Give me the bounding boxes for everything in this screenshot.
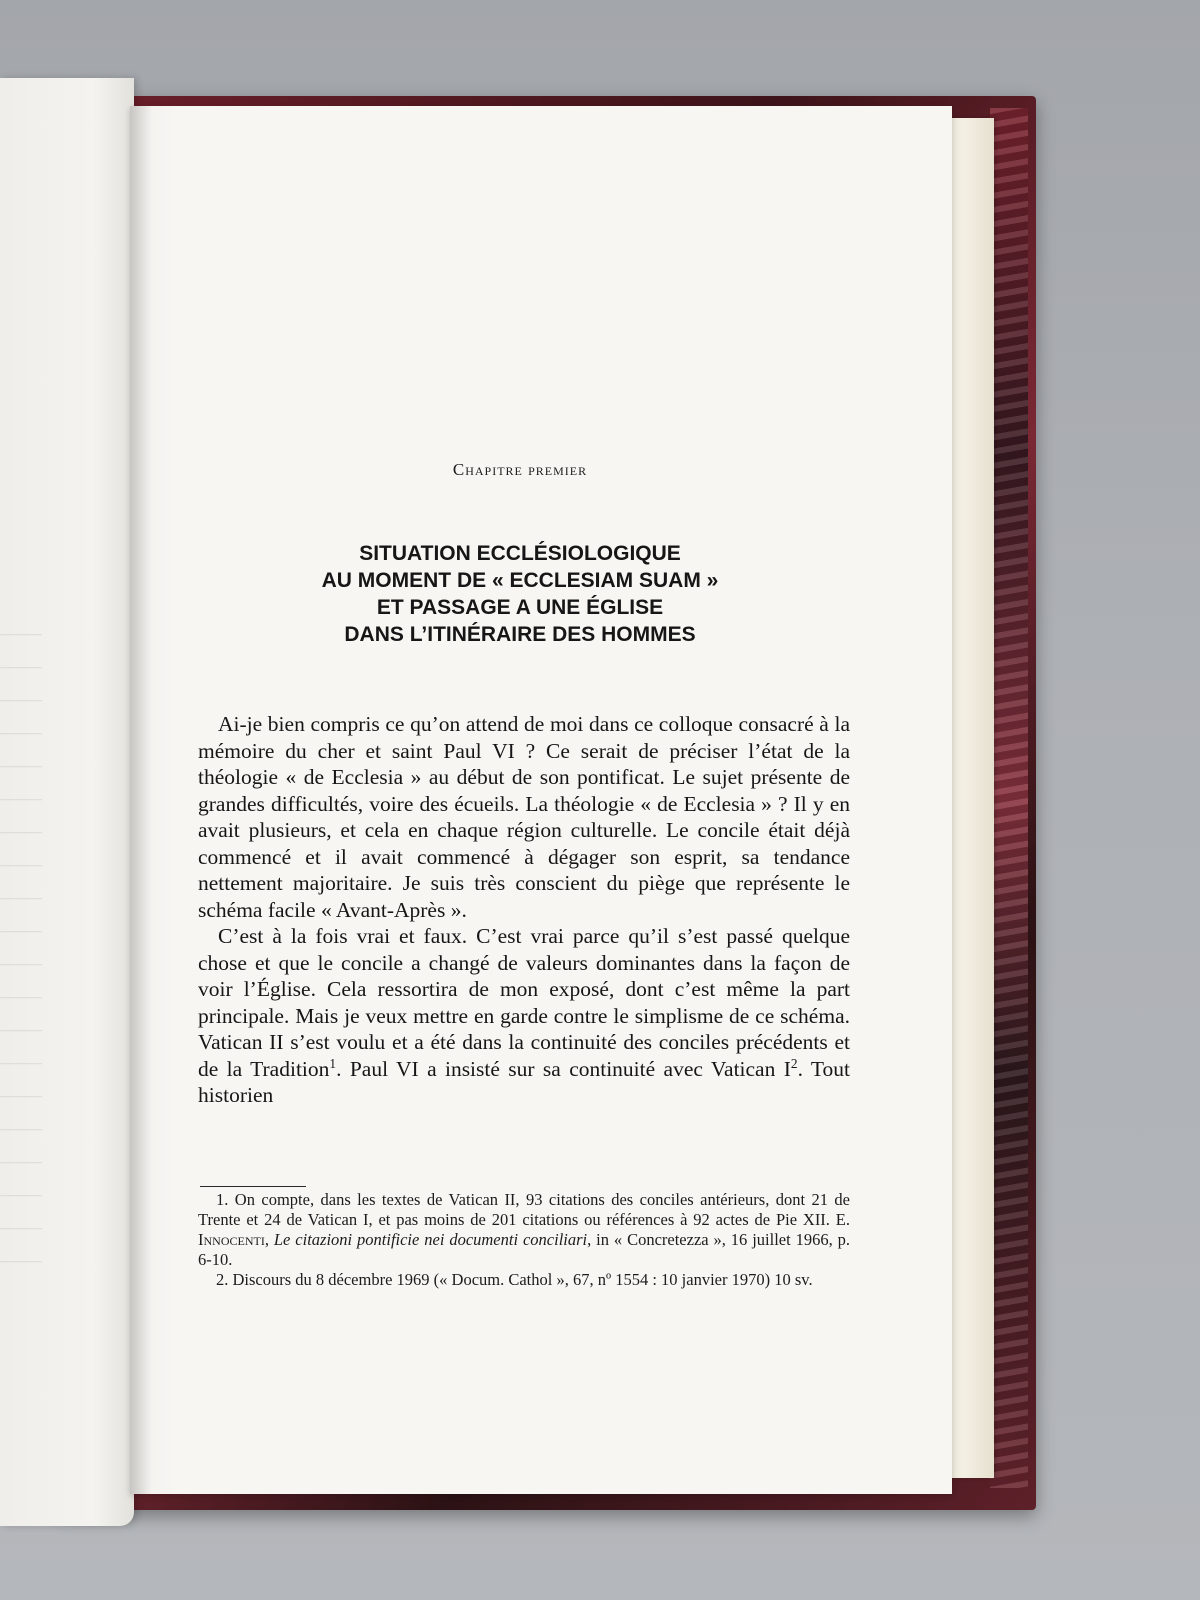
body-text xyxy=(198,711,850,1109)
marbled-cover-edge xyxy=(990,108,1028,1488)
paragraph-2 xyxy=(198,923,850,1109)
footnote-ref-1: 1 xyxy=(329,1055,337,1071)
footnote-divider xyxy=(200,1186,306,1187)
footnote-1-work-title: Le citazioni pontificie nei documenti conciliari xyxy=(273,1230,588,1249)
paragraph-1: Ai-je bien compris ce qu’on attend de moi dans ce colloque consacré à la mémoire du cher et saint Paul VI ? Ce serait de préciser l’état de la théologie « de Ecclesia » au début de son pontificat. Le sujet présente de grandes difficultés, voire des écueils. La théologie « de Ecclesia » ? Il y en avait plusieurs, et cela en chaque région culturelle. Le concile était déjà commencé et il avait commencé à dégager son esprit, sa tendance nettement majoritaire. Je suis très conscient du piège que représente le schéma facile « Avant-Après ». xyxy=(198,712,850,922)
left-page xyxy=(0,78,134,1526)
paragraph-2-part-b: . Paul VI a insisté sur sa continuité avec Vatican I xyxy=(336,1056,791,1081)
chapter-heading: Chapitre premier xyxy=(452,460,588,479)
footnote-2: 2. Discours du 8 décembre 1969 (« Docum. Cathol », 67, nº 1554 : 10 janvier 1970) 10 sv. xyxy=(216,1270,813,1289)
paragraph-2-part-c: . Tout historien xyxy=(198,1056,851,1107)
footnote-ref-2: 2 xyxy=(790,1055,798,1071)
title-line-1: SITUATION ECCLÉSIOLOGIQUE xyxy=(359,542,681,565)
left-page-faint-text: ——— ——— ——— ——— ——— ——— ——— ——— ——— ——— ——— ——— ——— ——— ——— ——— ——— ——— ——— ——— xyxy=(0,627,42,1269)
footnote-1-sep: , xyxy=(264,1230,274,1249)
footnotes xyxy=(198,1190,850,1290)
footnote-1-author: Innocenti xyxy=(198,1230,265,1249)
title-line-3: ET PASSAGE A UNE ÉGLISE xyxy=(376,596,664,619)
title-line-2: AU MOMENT DE « ECCLESIAM SUAM » xyxy=(321,569,719,592)
footnote-1 xyxy=(198,1190,850,1270)
book-gutter-shadow xyxy=(130,106,152,1494)
footnote-1-text: 1. On compte, dans les textes de Vatican II, 93 citations des conciles antérieurs, dont 21 de Trente et 24 de Vatican I, et pas moins de 201 citations ou références à 92 actes de Pie XII. E. xyxy=(198,1190,850,1229)
paragraph-2-part-a: C’est à la fois vrai et faux. C’est vrai parce qu’il s’est passé quelque chose et que le concile a changé de valeurs dominantes dans la façon de voir l’Église. Cela ressortira de mon exposé, dont c’est même la part principale. Mais je veux mettre en garde contre le simplisme de ce schéma. Vatican II s’est voulu et a été dans la continuité des conciles précédents et de la Tradition xyxy=(198,924,850,1081)
footnote-1-source: , in « Concretezza », 16 juillet 1966, p. 6-10. xyxy=(198,1230,851,1269)
chapter-title xyxy=(188,540,852,648)
title-line-4: DANS L’ITINÉRAIRE DES HOMMES xyxy=(344,623,696,646)
